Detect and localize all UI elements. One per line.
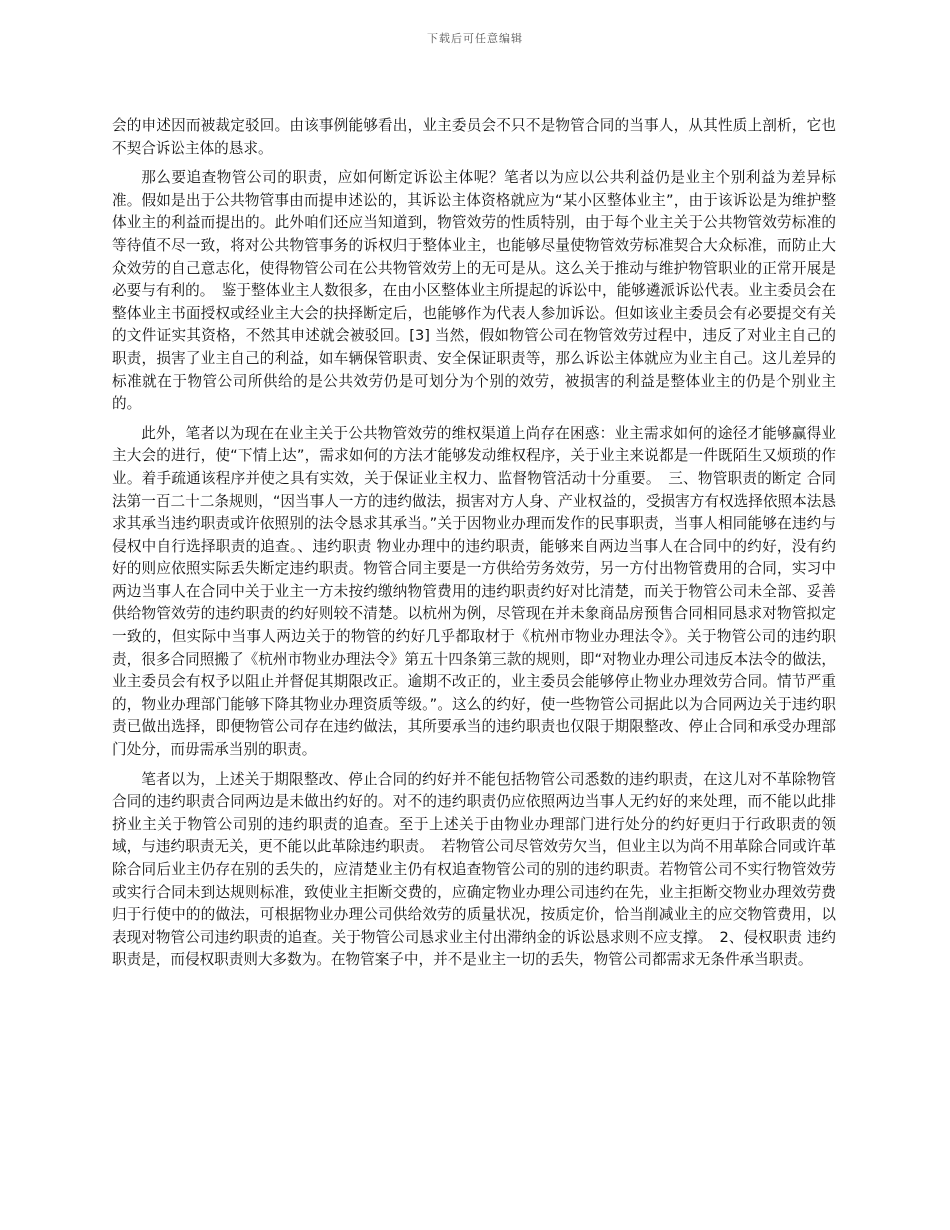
paragraph-1: 会的申述因而被裁定驳回。由该事例能够看出，业主委员会不只不是物管合同的当事人，从其性质上剖析，它也不契合诉讼主体的恳求。	[112, 117, 836, 157]
paragraph-3: 此外，笔者以为现在在业主关于公共物管效劳的维权渠道上尚存在困惑：业主需求如何的途径才能够赢得业主大会的进行，使“下情上达”，需求如何的方法才能够发动维权程序，关于业主来说都是一件既陌生又烦琐的作业。着手疏通该程序并使之具有实效，关于保证业主权力、监督物管活动十分重要。 三、物管职责的断定 合同法第一百二十二条规则，“因当事人一方的违约做法，损害对方人身、产业权益的，受损害方有权选择依照本法恳求其承当违约职责或许依照别的法令恳求其承当。”关于因物业办理而发作的民事职责，当事人相同能够在违约与侵权中自行选择职责的追查。、违约职责 物业办理中的违约职责，能够来自两边当事人在合同中的约好，没有约好的则应依照实际丢失断定违约职责。物管合同主要是一方供给劳务效劳，另一方付出物管费用的合同，实习中两边当事人在合同中关于业主一方未按约缴纳物管费用的违约职责约好对比清楚，而关于物管公司未全部、妥善供给物管效劳的违约职责的约好则较不清楚。以杭州为例，尽管现在并未象商品房预售合同相同恳求对物管拟定一致的，但实际中当事人两边关于的物管的约好几乎都取材于《杭州市物业办理法令》。关于物管公司的违约职责，很多合同照搬了《杭州市物业办理法令》第五十四条第三款的规则，即“对物业办理公司违反本法令的做法，业主委员会有权予以阻止并督促其期限改正。逾期不改正的，业主委员会能够停止物业办理效劳合同。情节严重的，物业办理部门能够下降其物业办理资质等级。”。这么的约好，使一些物管公司据此以为合同两边关于违约职责已做出选择，即便物管公司存在违约做法，其所要承当的违约职责也仅限于期限整改、停止合同和承受办理部门处分，而毋需承当别的职责。	[112, 424, 836, 759]
paragraph-4: 笔者以为，上述关于期限整改、停止合同的约好并不能包括物管公司悉数的违约职责，在这儿对不革除物管合同的违约职责合同两边是未做出约好的。对不的违约职责仍应依照两边当事人无约好的来处理，而不能以此排挤业主关于物管公司别的违约职责的追查。至于上述关于由物业办理部门进行处分的约好更归于行政职责的领域，与违约职责无关，更不能以此革除违约职责。 若物管公司尽管效劳欠当，但业主以为尚不用革除合同或许革除合同后业主仍存在别的丢失的，应清楚业主仍有权追查物管公司的别的违约职责。若物管公司不实行物管效劳或实行合同未到达规则标准，致使业主拒断交费的，应确定物业办理公司违约在先，业主拒断交物业办理效劳费归于行使中的的做法，可根据物业办理公司供给效劳的质量状况，按质定价，恰当削减业主的应交物管费用，以表现对物管公司违约职责的追查。关于物管公司恳求业主付出滞纳金的诉讼恳求则不应支撑。 2、侵权职责 违约职责是，而侵权职责则大多数为。在物管案子中，并不是业主一切的丢失，物管公司都需求无条件承当职责。	[112, 770, 836, 969]
page-header-note: 下载后可任意编辑	[427, 32, 523, 45]
paragraph-2: 那么要追查物管公司的职责，应如何断定诉讼主体呢？笔者以为应以公共利益仍是业主个别利益为差异标准。假如是出于公共物管事由而提申述讼的，其诉讼主体资格就应为“某小区整体业主”，由于该诉讼是为维护整体业主的利益而提出的。此外咱们还应当知道到，物管效劳的性质特别，由于每个业主关于公共物管效劳标准的等待值不尽一致，将对公共物管事务的诉权归于整体业主，也能够尽量使物管效劳标准契合大众标准，而防止大众效劳的自己意志化，使得物管公司在公共物管效劳上的无可是从。这么关于推动与维护物管职业的正常开展是必要与有利的。 鉴于整体业主人数很多，在由小区整体业主所提起的诉讼中，能够遴派诉讼代表。业主委员会在整体业主书面授权或经业主大会的抉择断定后，也能够作为代表人参加诉讼。但如该业主委员会有必要提交有关的文件证实其资格，不然其申述就会被驳回。[3] 当然，假如物管公司在物管效劳过程中，违反了对业主自己的职责，损害了业主自己的利益，如车辆保管职责、安全保证职责等，那么诉讼主体就应为业主自己。这儿差异的标准就在于物管公司所供给的是公共效劳仍是可划分为个别的效劳，被损害的利益是整体业主的仍是个别业主的。	[112, 169, 836, 413]
document-body	[112, 115, 836, 979]
